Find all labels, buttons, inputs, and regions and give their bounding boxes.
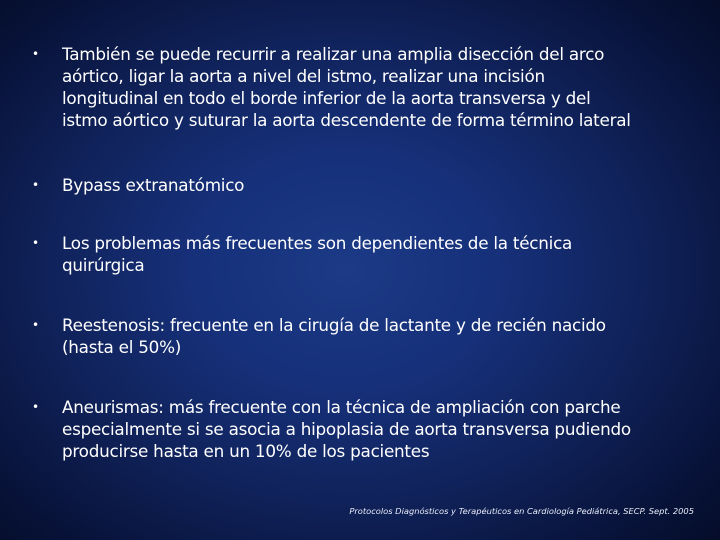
bullet-marker: •	[32, 400, 40, 414]
bullet-item	[32, 43, 702, 131]
citation: Protocolos Diagnósticos y Terapéuticos en Cardiología Pediátrica, SECP. Sept. 2005	[349, 506, 694, 516]
bullet-text: Aneurismas: más frecuente con la técnica de ampliación con parche especialmente si se asocia a hipoplasia de aorta transversa pudiendo producirse hasta en un 10% de los pacientes	[62, 397, 631, 461]
bullet-marker: •	[32, 236, 40, 250]
bullet-text: Reestenosis: frecuente en la cirugía de lactante y de recién nacido (hasta el 50%)	[62, 315, 606, 357]
bullet-text: Los problemas más frecuentes son dependientes de la técnica quirúrgica	[62, 233, 573, 275]
bullet-item	[32, 396, 702, 462]
bullet-item	[32, 314, 702, 358]
bullet-text: También se puede recurrir a realizar una amplia disección del arco aórtico, ligar la aorta a nivel del istmo, realizar una incisión longitudinal en todo el borde inferior de la aorta transversa y del istmo aórtico y suturar la aorta descendente de forma término lateral	[62, 44, 631, 130]
bullet-marker: •	[32, 318, 40, 332]
bullet-marker: •	[32, 47, 40, 61]
bullet-item	[32, 232, 702, 276]
bullet-text: Bypass extranatómico	[62, 175, 245, 195]
bullet-item	[32, 174, 702, 196]
bullet-marker: •	[32, 178, 40, 192]
